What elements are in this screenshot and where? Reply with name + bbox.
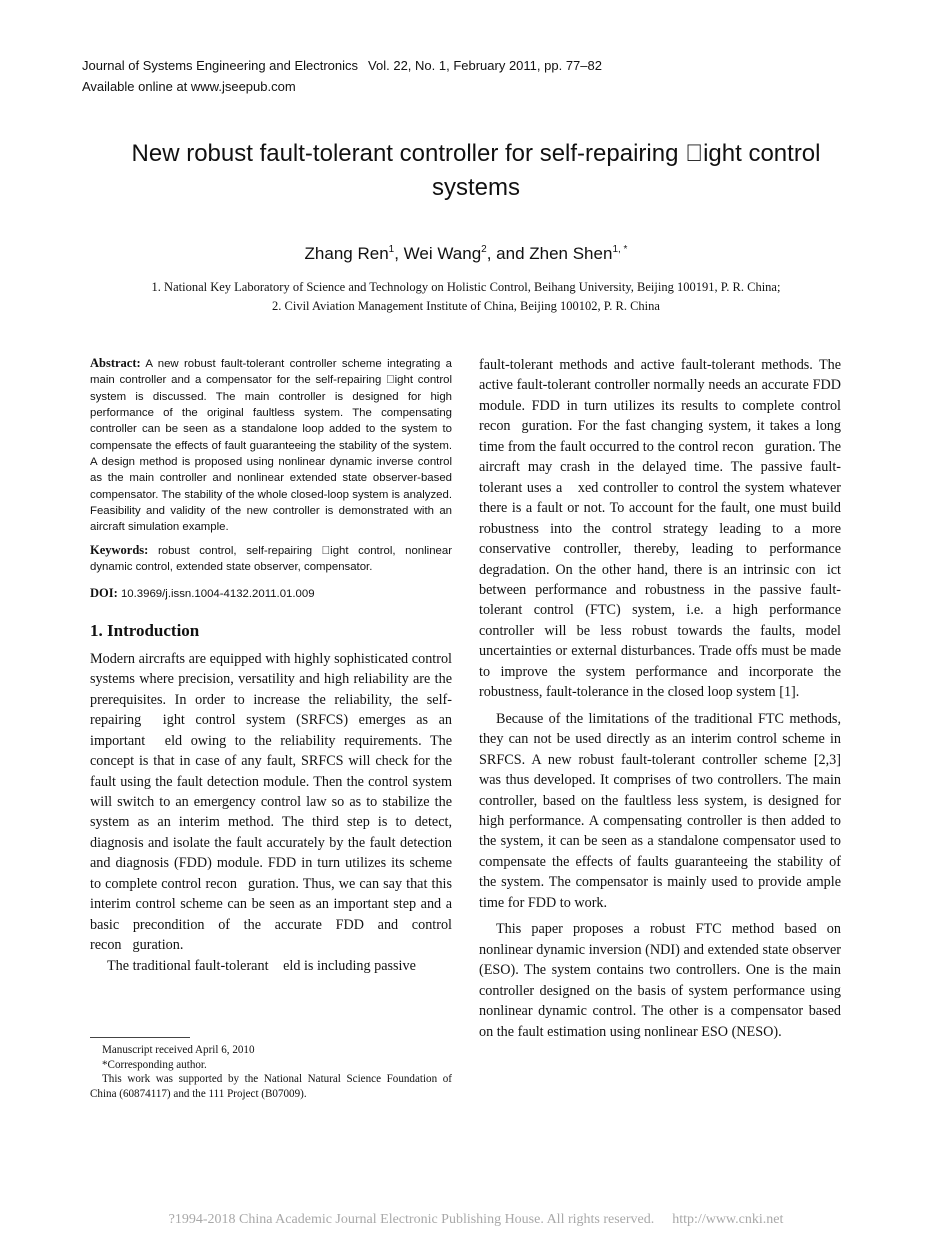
journal-citation: [82, 55, 602, 76]
journal-header: [82, 55, 602, 97]
copyright-text: ?1994-2018 China Academic Journal Electronic Publishing House. All rights reserved.: [168, 1212, 655, 1227]
author-affil-mark: 2: [481, 244, 487, 255]
body-paragraph: fault-tolerant methods and active fault-tolerant methods. The active fault-tolerant controller normally needs an accurate FDD module. FDD in turn utilizes its results to complete control recon guration. For the fast changing system, it takes a long time from the fault occurred to the control recon guration. The aircraft may crash in the delayed time. The passive fault-tolerant uses a  xed controller to control the system whatever there is a fault or not. To account for the fault, one must build robustness into the control strategy leading to a more conservative controller, thereby, leading to performance degradation. On the other hand, there is an intrinsic con ict between performance and robustness in the passive fault-tolerant control (FTC) system, i.e. a high performance controller will be less robust towards the faults, model uncertainties or external disturbances. Trade offs must be made to improve the system performance and incorporate the robustness, fault-tolerance in the closed loop system [1].: [479, 357, 841, 701]
journal-name: Journal of Systems Engineering and Electronics: [82, 58, 359, 73]
abstract: [90, 355, 452, 536]
doi-label: DOI:: [90, 586, 118, 601]
keywords-text: robust control, self-repairing  ight control, nonlinear dynamic control, extended state observer, compensator.: [90, 544, 452, 574]
left-column: [90, 355, 452, 976]
journal-online: Available online at www.jseepub.com: [82, 79, 296, 94]
copyright-footer: [0, 1212, 952, 1228]
affiliations: [0, 278, 932, 316]
author-line: [0, 244, 932, 264]
author-name: , and Zhen Shen: [486, 244, 613, 263]
doi: [90, 585, 452, 602]
body-paragraph: The traditional fault-tolerant  eld is including passive: [107, 957, 416, 974]
footnotes: [90, 1043, 452, 1102]
copyright-url: http://www.cnki.net: [672, 1212, 784, 1227]
footnote: Manuscript received April 6, 2010: [102, 1044, 255, 1056]
affiliation-2: 2. Civil Aviation Management Institute of China, Beijing 100102, P. R. China: [272, 299, 660, 313]
author-name: Zhang Ren: [304, 244, 389, 263]
footnote: This work was supported by the National Natural Science Foundation of China (60874117) and the 111 Project (B07009).: [90, 1073, 452, 1101]
author-name: , Wei Wang: [394, 244, 482, 263]
journal-volume: Vol. 22, No. 1, February 2011, pp. 77–82: [368, 58, 602, 73]
body-paragraph: Modern aircrafts are equipped with highly sophisticated control systems where precision, versatility and high reliability are the prerequisites. In order to increase the reliability, the self-repairing  ight control system (SRFCS) emerges as an important  eld owing to the reliability requirements. The concept is that in case of any fault, SRFCS will check for the fault using the fault detection module. Then the control system will switch to an emergency control law so as to stabilize the system as an interim method. The third step is to detect, diagnosis and isolate the fault accurately by the fault detection and diagnosis (FDD) module. FDD in turn utilizes its scheme to complete control recon guration. Thus, we can say that this interim control scheme can be seen as an important step and a basic precondition of the accurate FDD and control recon guration.: [90, 650, 452, 954]
author-affil-mark: 1: [388, 244, 395, 255]
abstract-label: Abstract:: [90, 356, 141, 370]
body-paragraph: Because of the limitations of the traditional FTC methods, they can not be used directly as an interim control scheme in SRFCS. A new robust fault-tolerant controller scheme [2,3] was thus developed. It comprises of two controllers. The main controller, based on the faultless less system, is designed for high performance. A compensating controller is then added to the system, it can be seen as a standalone compensator used to compensate the effects of faults guaranteeing the stability of the system. The compensator is mainly used to provide ample time for FDD to work.: [479, 710, 841, 911]
right-column: [479, 355, 841, 1042]
author-affil-mark: 1, *: [612, 244, 628, 255]
paper-title: New robust fault-tolerant controller for self-repairing  ight control systems: [131, 140, 821, 201]
affiliation-1: 1. National Key Laboratory of Science and Technology on Holistic Control, Beihang University, Beijing 100191, P. R. China;: [151, 280, 781, 294]
keywords: [90, 542, 452, 576]
body-paragraph: This paper proposes a robust FTC method based on nonlinear dynamic inversion (NDI) and extended state observer (ESO). The system contains two controllers. One is the main controller designed on the basis of system performance using nonlinear dynamic control. The other is a compensator based on the fault estimation using nonlinear ESO (NESO).: [479, 921, 841, 1040]
keywords-label: Keywords:: [90, 542, 149, 557]
footnote-rule: [90, 1037, 190, 1038]
section-heading: 1. Introduction: [90, 620, 200, 640]
abstract-text: A new robust fault-tolerant controller scheme integrating a main controller and a compensator for the self-repairing  ight control system is discussed. The main controller is designed for high performance of the original faultless system. The compensating controller can be seen as a standalone loop added to the system to compensate the effects of fault guaranteeing the stability of the system. A design method is proposed using nonlinear dynamic inverse control as the main controller and nonlinear extended state observer-based compensator. The stability of the whole closed-loop system is analyzed. Feasibility and validity of the new controller is demonstrated with an aircraft simulation example.: [90, 358, 452, 534]
footnote: *Corresponding author.: [102, 1058, 207, 1071]
doi-value: 10.3969/j.issn.1004-4132.2011.01.009: [120, 588, 315, 601]
